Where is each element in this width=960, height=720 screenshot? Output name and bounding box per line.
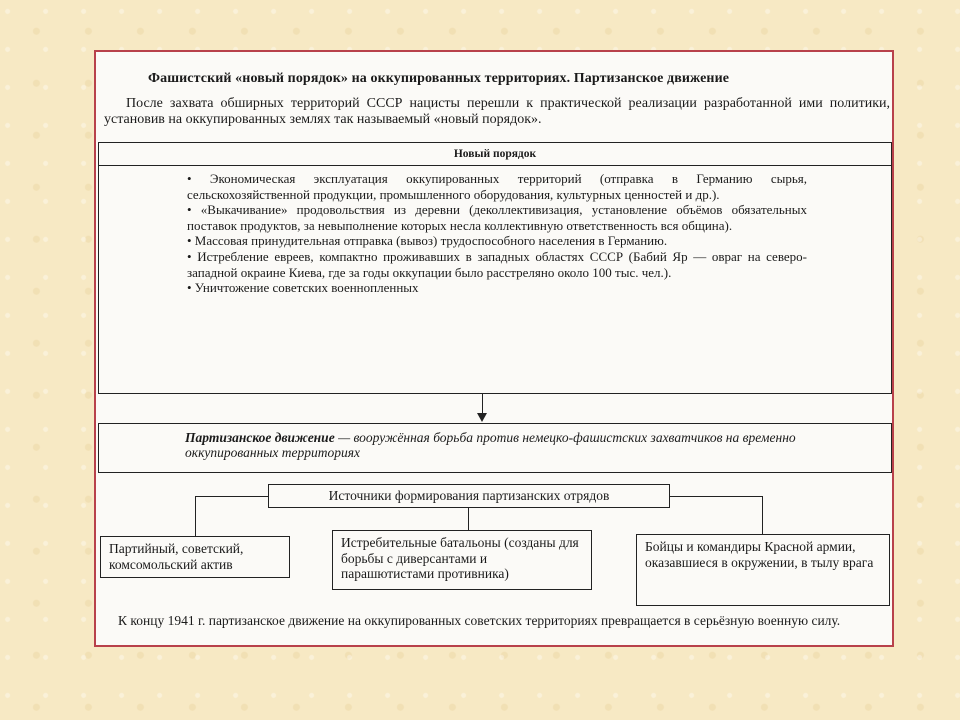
source-destroyer-battalions: Истребительные батальоны (созданы для борьбы с диверсантами и парашютистами противника) bbox=[332, 530, 592, 590]
partisan-definition bbox=[185, 430, 825, 460]
source-party-activists: Партийный, советский, комсомольский актив bbox=[100, 536, 290, 578]
new-order-item: • Экономическая эксплуатация оккупированных территорий (отправка в Германию сырья, сельскохозяйственной продукции, промышленного оборудования, культурных ценностей и др.). bbox=[187, 171, 807, 202]
conclusion-paragraph: К концу 1941 г. партизанское движение на оккупированных советских территориях превращается в серьёзную военную силу. bbox=[118, 613, 841, 628]
sources-heading-box: Источники формирования партизанских отрядов bbox=[268, 484, 670, 508]
partisan-definition-box bbox=[98, 423, 892, 473]
connector-center-vertical bbox=[468, 508, 469, 530]
down-arrow-icon bbox=[477, 413, 487, 422]
new-order-item: • Массовая принудительная отправка (вывоз) трудоспособного населения в Германию. bbox=[187, 233, 668, 249]
connector-right-vertical bbox=[762, 496, 763, 534]
new-order-item: • Истребление евреев, компактно проживавших в западных областях СССР (Бабий Яр — овраг на северо-западной окраине Киева, где за годы оккупации было расстреляно около 100 тыс. чел.). bbox=[187, 248, 807, 280]
source-red-army-soldiers: Бойцы и командиры Красной армии, оказавшиеся в окружении, в тылу врага bbox=[636, 534, 890, 606]
partisan-definition-text: — вооружённая борьба против немецко-фашистских захватчиков на временно оккупированных территориях bbox=[185, 430, 796, 460]
new-order-heading: Новый порядок bbox=[99, 143, 891, 166]
new-order-box bbox=[98, 142, 892, 394]
document-frame bbox=[94, 50, 894, 647]
partisan-term: Партизанское движение bbox=[185, 430, 335, 445]
intro-paragraph: После захвата обширных территорий СССР нацисты перешли к практической реализации разработанной ими политики, установив на оккупированных землях так называемый «новый порядок». bbox=[104, 96, 890, 127]
new-order-item: • Уничтожение советских военнопленных bbox=[187, 280, 419, 296]
new-order-item: • «Выкачивание» продовольствия из деревни (деколлективизация, установление объёмов обязательных поставок продуктов, за невыполнение которых несла коллективную ответственность вся община). bbox=[187, 202, 807, 233]
new-order-list bbox=[187, 171, 807, 296]
document-title: Фашистский «новый порядок» на оккупированных территориях. Партизанское движение bbox=[148, 71, 730, 86]
connector-left-horizontal bbox=[195, 496, 268, 497]
connector-left-vertical bbox=[195, 496, 196, 536]
connector-right-horizontal bbox=[670, 496, 762, 497]
